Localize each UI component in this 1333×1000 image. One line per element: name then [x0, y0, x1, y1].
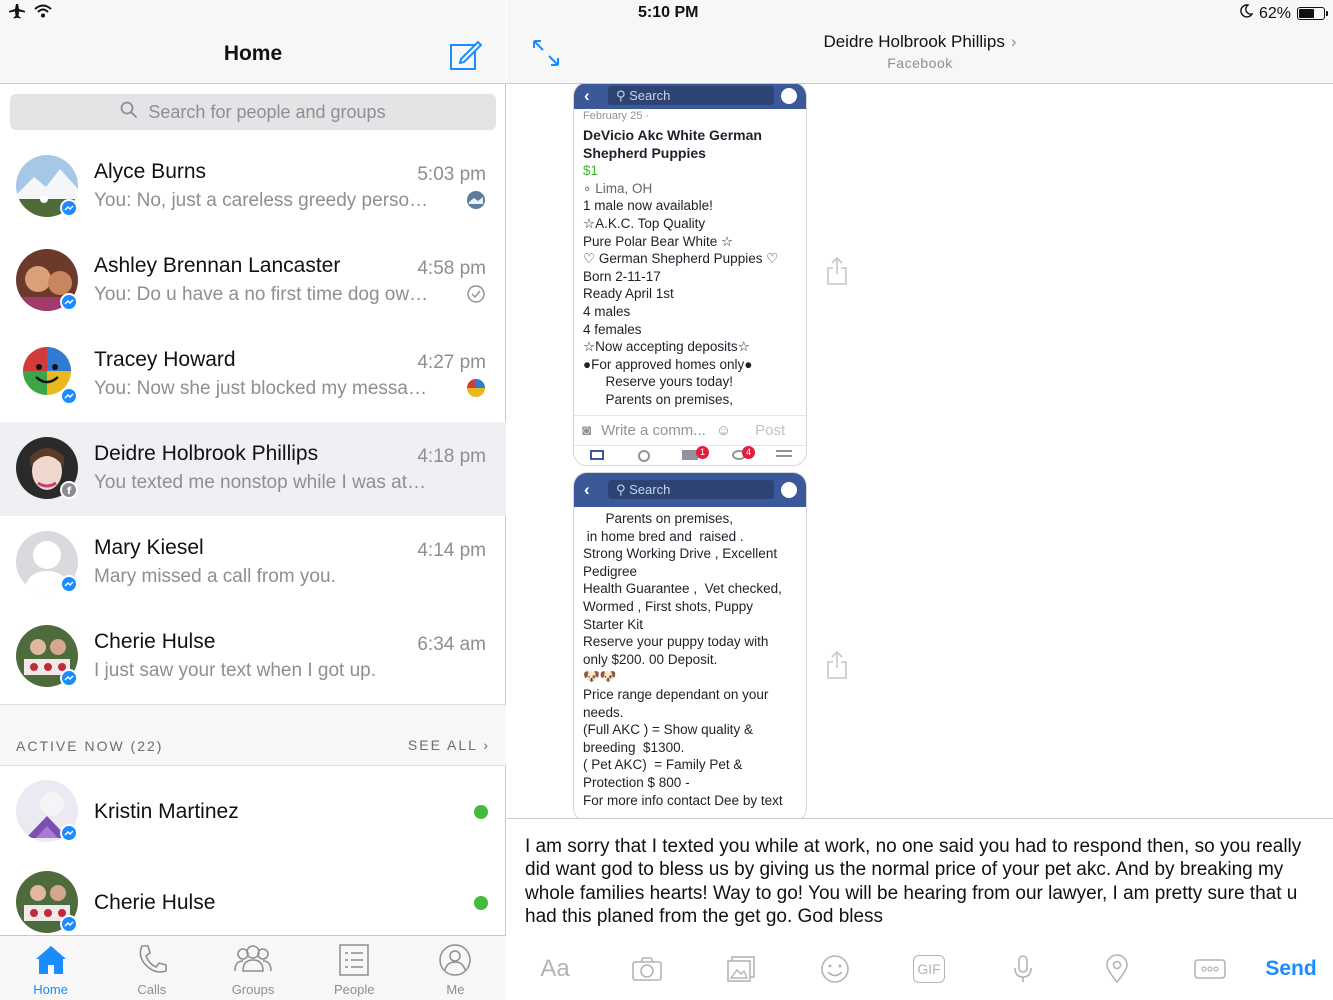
fb-search-label: Search: [629, 482, 671, 497]
tab-home[interactable]: [0, 936, 101, 1000]
listing-line: 🐶🐶: [583, 669, 617, 685]
active-now-label: ACTIVE NOW (22): [16, 738, 164, 754]
listing-line: Price range dependant on your: [583, 686, 769, 702]
profile-icon: [437, 943, 473, 977]
listing-title: DeVicio Akc White German Shepherd Puppies: [583, 127, 762, 161]
listing-lines: [583, 510, 797, 809]
comment-placeholder: Write a comm...: [601, 422, 706, 439]
image-message[interactable]: [573, 84, 807, 466]
camera-icon[interactable]: [629, 945, 665, 993]
chat-pane: [507, 0, 1333, 1000]
tab-label: People: [333, 982, 375, 997]
fb-comment-bar: [574, 415, 806, 445]
listing-line: 1 male now available!: [583, 198, 713, 214]
conversation-time: 4:27 pm: [417, 352, 486, 373]
gif-button[interactable]: [911, 945, 947, 993]
status-time: 5:10 PM: [638, 4, 699, 21]
see-all-button[interactable]: [408, 737, 490, 753]
active-now-header: [0, 704, 506, 766]
messenger-badge-icon: [60, 293, 78, 311]
fb-nav-bar: [574, 473, 806, 507]
listing-line: ☆Now accepting deposits☆: [583, 339, 750, 355]
chat-subtitle: Facebook: [887, 55, 953, 71]
send-button[interactable]: Send: [1265, 957, 1317, 980]
conversation-snippet: You: No, just a careless greedy perso…: [94, 190, 429, 211]
active-now-list: [0, 766, 506, 948]
listing-line: needs.: [583, 704, 624, 720]
fb-search-label: Search: [629, 88, 671, 103]
active-person-row[interactable]: [0, 766, 506, 857]
status-bar: [0, 0, 1333, 28]
photo-gallery-icon[interactable]: [723, 945, 759, 993]
fb-search-field: ⚲ Search: [608, 480, 774, 499]
conversation-snippet: You: Do u have a no first time dog ow…: [94, 284, 429, 305]
chat-title: Deidre Holbrook Phillips: [823, 32, 1005, 51]
search-placeholder: Search for people and groups: [148, 101, 386, 122]
groups-icon: [231, 943, 275, 977]
gif-icon: GIF: [913, 955, 945, 983]
conversation-snippet: You: Now she just blocked my messa…: [94, 378, 428, 399]
battery-icon: [1297, 7, 1325, 20]
conversation-name: Alyce Burns: [94, 160, 207, 183]
conversation-name: Cherie Hulse: [94, 630, 216, 653]
fb-nav-bar: [574, 84, 806, 109]
messenger-badge-icon: [60, 915, 78, 933]
conversation-list-pane: [0, 0, 506, 1000]
chevron-right-icon: ›: [483, 737, 490, 753]
conversation-time: 5:03 pm: [417, 164, 486, 185]
tab-bar: [0, 935, 506, 1000]
composer-toolbar: [507, 945, 1333, 993]
listing-line: ( Pet AKC) = Family Pet &: [583, 757, 743, 773]
wifi-icon: [34, 4, 52, 23]
conversation-name: Ashley Brennan Lancaster: [94, 254, 341, 277]
chevron-right-icon: ›: [1010, 32, 1017, 51]
listing-line: in home bred and raised .: [583, 528, 744, 544]
conversation-row[interactable]: [0, 328, 506, 422]
conversation-row[interactable]: [0, 234, 506, 328]
facebook-badge-icon: [60, 481, 78, 499]
more-options-icon[interactable]: [1191, 945, 1229, 993]
image-message[interactable]: [573, 472, 807, 818]
conversation-row[interactable]: [0, 140, 506, 234]
conversation-snippet: I just saw your text when I got up.: [94, 660, 376, 681]
listing-line: 4 females: [583, 321, 642, 337]
listing-line: Protection $ 800 -: [583, 774, 690, 790]
listing-line: Wormed , First shots, Puppy: [583, 598, 754, 614]
listing-line: breeding $1300.: [583, 739, 685, 755]
listing-line: Born 2-11-17: [583, 268, 661, 284]
tab-label: Calls: [137, 982, 167, 997]
listing-date: February 25 ·: [583, 110, 650, 122]
svg-text:f: f: [67, 486, 72, 495]
message-composer[interactable]: [507, 818, 1333, 1000]
see-all-label: SEE ALL: [407, 737, 478, 753]
listing-text: [574, 109, 806, 409]
back-arrow-icon: ‹: [584, 480, 590, 499]
emoji-icon: ☺: [715, 422, 732, 439]
listing-line: Parents on premises,: [583, 511, 734, 526]
post-label: Post: [755, 422, 786, 439]
conversation-name: Deidre Holbrook Phillips: [94, 442, 319, 465]
search-input[interactable]: [10, 94, 496, 130]
notification-count: 4: [742, 446, 755, 459]
listing-line: ☆A.K.C. Top Quality: [583, 215, 706, 231]
airplane-mode-icon: [8, 3, 26, 24]
messenger-badge-icon: [60, 387, 78, 405]
tab-calls[interactable]: [101, 936, 202, 1000]
fb-search-field: ⚲ Search: [608, 86, 774, 105]
do-not-disturb-icon: [1239, 4, 1253, 23]
conversation-row[interactable]: [0, 610, 506, 704]
listing-text: [574, 507, 806, 809]
listing-line: ♡ German Shepherd Puppies ♡: [583, 251, 779, 267]
conversation-snippet: Mary missed a call from you.: [94, 566, 336, 587]
listing-line: Strong Working Drive , Excellent: [583, 546, 778, 562]
page-title: Home: [223, 42, 283, 65]
tab-label: Me: [446, 982, 465, 997]
conversation-name: Mary Kiesel: [94, 536, 204, 559]
location-pin-icon: ∘: [583, 180, 596, 196]
video-icon: [638, 450, 650, 462]
tab-me[interactable]: [405, 936, 506, 1000]
message-thread[interactable]: [507, 84, 1333, 818]
chat-title-button[interactable]: [507, 32, 1333, 52]
listing-line: (Full AKC ) = Show quality &: [583, 722, 753, 738]
fb-tab-strip: [574, 445, 806, 466]
listing-line: Ready April 1st: [583, 286, 674, 302]
online-indicator: [474, 896, 488, 910]
menu-icon: [776, 450, 792, 452]
listing-line: Reserve your puppy today with: [583, 634, 769, 650]
share-icon[interactable]: [825, 256, 849, 286]
listing-line: For more info contact Dee by text: [583, 792, 783, 808]
listing-line: Parents on premises,: [583, 391, 734, 407]
conversation-time: 4:58 pm: [417, 258, 486, 279]
active-person-name: Cherie Hulse: [94, 891, 216, 914]
listing-lines: [583, 197, 797, 408]
home-icon: [33, 943, 69, 977]
microphone-icon[interactable]: [1005, 945, 1041, 993]
listing-price: $1: [583, 163, 599, 179]
listing-line: only $200. 00 Deposit.: [583, 651, 718, 667]
messenger-icon: [781, 88, 797, 104]
messenger-badge-icon: [60, 824, 78, 842]
camera-icon: ◙: [582, 422, 592, 439]
conversation-snippet: You texted me nonstop while I was at…: [94, 472, 426, 493]
tab-people[interactable]: [304, 936, 405, 1000]
compose-icon[interactable]: [448, 38, 482, 72]
tab-label: Home: [33, 982, 68, 997]
news-feed-icon: [590, 450, 604, 460]
location-pin-icon[interactable]: [1099, 945, 1135, 993]
sent-check-icon: [466, 284, 486, 304]
listing-line: Pure Polar Bear White ☆: [583, 233, 734, 249]
messenger-badge-icon: [60, 669, 78, 687]
tab-groups[interactable]: [202, 936, 303, 1000]
tab-label: Groups: [231, 982, 275, 997]
conversation-time: 4:18 pm: [417, 446, 486, 467]
messenger-badge-icon: [60, 575, 78, 593]
share-icon[interactable]: [825, 650, 849, 680]
notification-count: 1: [696, 446, 709, 459]
text-format-button[interactable]: Aa: [540, 955, 570, 982]
listing-line: ●For approved homes only●: [583, 356, 753, 372]
conversation-row[interactable]: [0, 516, 506, 610]
active-person-name: Kristin Martinez: [94, 800, 239, 823]
listing-line: Pedigree: [583, 563, 638, 579]
phone-icon: [134, 943, 170, 977]
listing-line: Reserve yours today!: [583, 374, 734, 390]
conversation-name: Tracey Howard: [94, 348, 236, 371]
message-input[interactable]: I am sorry that I texted you while at work, no one said you had to respond then, so you really did want god to bless us by giving us the normal price of your pet akc. And by breaking my whole families hearts! Way to go! You will be hearing from our lawyer, I am pretty sure that u had this planed from the get go. God bless: [525, 836, 1302, 928]
back-arrow-icon: ‹: [584, 86, 590, 105]
messenger-icon: [781, 482, 797, 498]
conversation-list: [0, 140, 506, 704]
messenger-badge-icon: [60, 199, 78, 217]
battery-percent: 62%: [1258, 4, 1291, 22]
search-icon: [120, 101, 138, 124]
conversation-time: 6:34 am: [417, 634, 486, 655]
online-indicator: [474, 805, 488, 819]
listing-line: 4 males: [583, 303, 631, 319]
emoji-icon[interactable]: [817, 945, 853, 993]
listing-line: Starter Kit: [583, 616, 644, 632]
conversation-row-selected[interactable]: [0, 422, 506, 516]
listing-line: Health Guarantee , Vet checked,: [583, 581, 782, 597]
seen-avatar-icon: [466, 190, 486, 210]
people-list-icon: [336, 943, 372, 977]
listing-location-text: Lima, OH: [595, 180, 653, 196]
listing-location: [583, 180, 797, 198]
conversation-time: 4:14 pm: [417, 540, 486, 561]
seen-avatar-icon: [466, 378, 486, 398]
